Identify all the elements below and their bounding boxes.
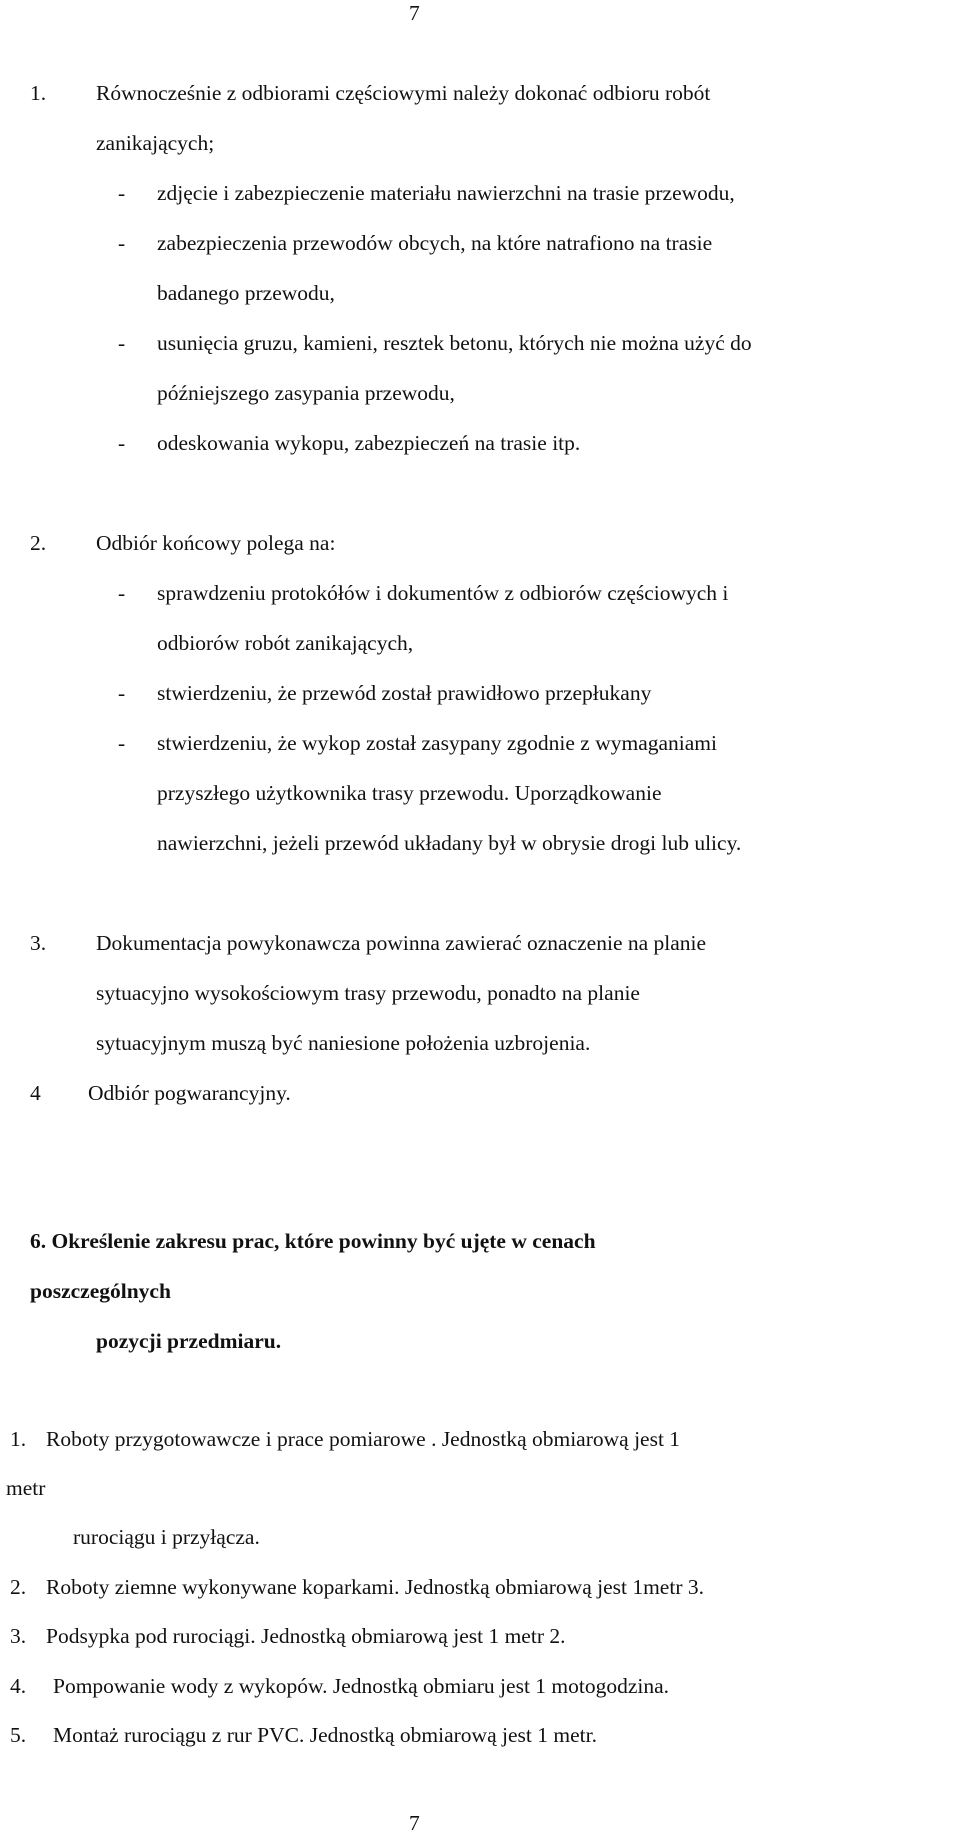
list-dash: - bbox=[118, 181, 126, 205]
section2-item3-line: stwierdzeniu, że wykop został zasypany zgodnie z wymaganiami bbox=[157, 731, 718, 755]
list-dash: - bbox=[118, 681, 126, 705]
list-item-number: 3. bbox=[10, 1624, 27, 1648]
section3-number: 3. bbox=[30, 931, 47, 955]
list-item-text: Montaż rurociągu z rur PVC. Jednostką obmiarową jest 1 metr. bbox=[53, 1723, 597, 1747]
section1-item3-line: usunięcia gruzu, kamieni, resztek betonu, których nie można użyć do bbox=[157, 331, 752, 355]
section3-line: Dokumentacja powykonawcza powinna zawierać oznaczenie na planie bbox=[96, 931, 707, 955]
list-item-number: 5. bbox=[10, 1723, 27, 1747]
section3-line: sytuacyjno wysokościowym trasy przewodu, ponadto na planie bbox=[96, 981, 640, 1005]
list-dash: - bbox=[118, 331, 126, 355]
section3-line: sytuacyjnym muszą być naniesione położenia uzbrojenia. bbox=[96, 1031, 591, 1055]
list-item-number: 4. bbox=[10, 1674, 27, 1698]
list-item-number: 1. bbox=[10, 1427, 27, 1451]
section1-line2: zanikających; bbox=[96, 131, 215, 155]
section1-item2-line: zabezpieczenia przewodów obcych, na które natrafiono na trasie bbox=[157, 231, 713, 255]
list-item-wrap: metr bbox=[6, 1476, 46, 1500]
section1-number: 1. bbox=[30, 81, 47, 105]
page-number-bottom: 7 bbox=[409, 1811, 420, 1835]
list-item-text: Roboty przygotowawcze i prace pomiarowe . Jednostką obmiarową jest 1 bbox=[46, 1427, 681, 1451]
list-dash: - bbox=[118, 431, 126, 455]
list-dash: - bbox=[118, 231, 126, 255]
list-dash: - bbox=[118, 581, 126, 605]
list-item-text: Roboty ziemne wykonywane koparkami. Jednostką obmiarową jest 1metr 3. bbox=[46, 1575, 704, 1599]
heading6-line1: 6. Określenie zakresu prac, które powinny być ujęte w cenach bbox=[30, 1229, 596, 1253]
section4-number: 4 bbox=[30, 1081, 41, 1105]
list-dash: - bbox=[118, 731, 126, 755]
section2-title: Odbiór końcowy polega na: bbox=[96, 531, 336, 555]
page-number-top: 7 bbox=[409, 1, 420, 25]
heading6-line2: poszczególnych bbox=[30, 1279, 171, 1303]
section4-text: Odbiór pogwarancyjny. bbox=[88, 1081, 291, 1105]
section2-item3-line: przyszłego użytkownika trasy przewodu. Uporządkowanie bbox=[157, 781, 662, 805]
section1-item1-line: zdjęcie i zabezpieczenie materiału nawierzchni na trasie przewodu, bbox=[157, 181, 735, 205]
section2-number: 2. bbox=[30, 531, 47, 555]
section2-item3-line: nawierzchni, jeżeli przewód układany był w obrysie drogi lub ulicy. bbox=[157, 831, 742, 855]
section1-item2-line: badanego przewodu, bbox=[157, 281, 335, 305]
section1-line1: Równocześnie z odbiorami częściowymi należy dokonać odbioru robót bbox=[96, 81, 711, 105]
list-item-number: 2. bbox=[10, 1575, 27, 1599]
section2-item1-line: sprawdzeniu protokółów i dokumentów z odbiorów częściowych i bbox=[157, 581, 729, 605]
section2-item2-line: stwierdzeniu, że przewód został prawidłowo przepłukany bbox=[157, 681, 652, 705]
section2-item1-line: odbiorów robót zanikających, bbox=[157, 631, 414, 655]
heading6-line3: pozycji przedmiaru. bbox=[96, 1329, 282, 1353]
section1-item3-line: późniejszego zasypania przewodu, bbox=[157, 381, 455, 405]
list-item-text: Podsypka pod rurociągi. Jednostką obmiarową jest 1 metr 2. bbox=[46, 1624, 566, 1648]
list-item-continuation: rurociągu i przyłącza. bbox=[73, 1525, 260, 1549]
list-item-text: Pompowanie wody z wykopów. Jednostką obmiaru jest 1 motogodzina. bbox=[53, 1674, 670, 1698]
section1-item4-line: odeskowania wykopu, zabezpieczeń na trasie itp. bbox=[157, 431, 581, 455]
